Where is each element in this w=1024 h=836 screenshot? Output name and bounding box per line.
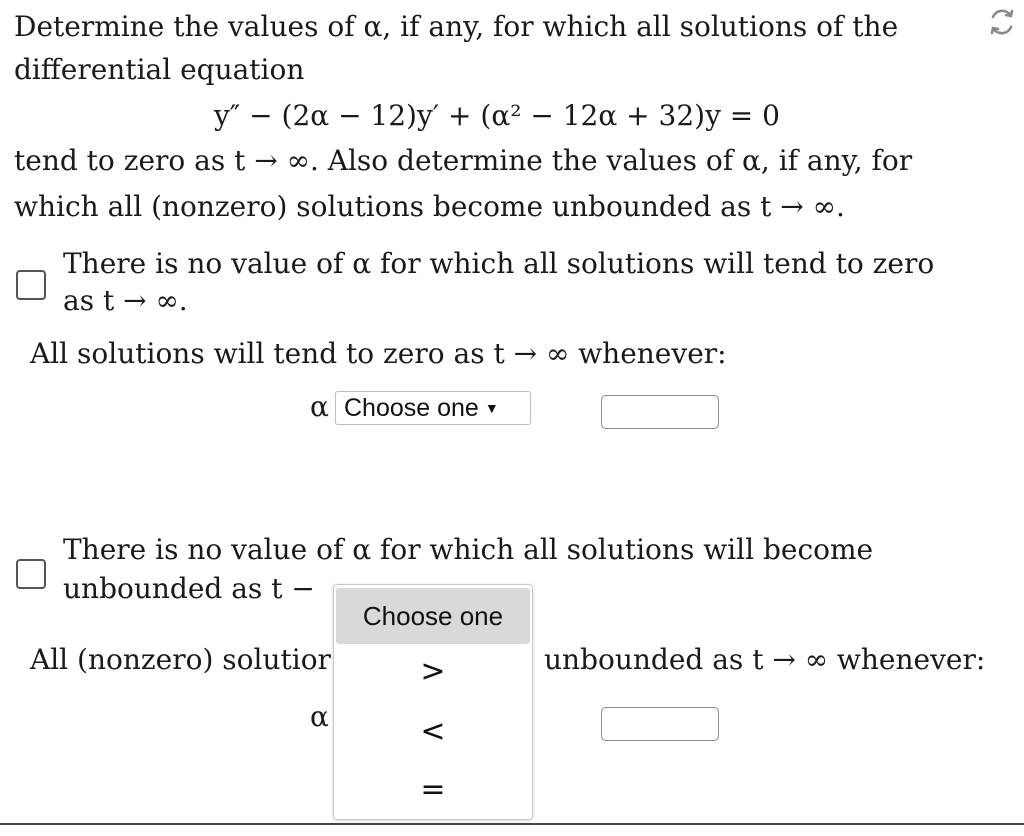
question-line-2: differential equation [14,53,305,86]
part2-checkbox-label-line-2: unbounded as t − [63,572,315,605]
chevron-down-icon: ▼ [484,400,499,416]
part1-comparison-select[interactable] [335,391,531,425]
no-value-unbounded-checkbox[interactable] [16,559,46,589]
part2-alpha-label: α [310,700,329,733]
comparison-dropdown-menu [333,584,533,820]
part1-checkbox-label-line-2: as t → ∞. [63,284,188,317]
refresh-icon[interactable] [986,6,1018,38]
question-line-4: which all (nonzero) solutions become unbounded as t → ∞. [14,190,845,223]
dropdown-option-less-than[interactable]: < [420,714,446,749]
dropdown-option-equals[interactable]: = [420,772,446,807]
question-line-3: tend to zero as t → ∞. Also determine the values of α, if any, for [14,144,913,177]
no-value-tend-zero-checkbox[interactable] [16,270,46,300]
part2-statement-right: unbounded as t → ∞ whenever: [544,643,986,676]
part1-value-input[interactable] [601,395,719,429]
part2-statement-left: All (nonzero) solutior [30,643,331,676]
part1-alpha-label: α [310,390,329,423]
part2-checkbox-label-line-1: There is no value of α for which all solutions will become [63,533,874,566]
part1-select-value: Choose one [344,394,479,422]
part2-value-input[interactable] [601,707,719,741]
dropdown-option-choose-one[interactable]: Choose one [336,588,530,644]
question-line-1: Determine the values of α, if any, for which all solutions of the [14,10,899,43]
bottom-divider [0,823,1024,825]
differential-equation: y″ − (2α − 12)y′ + (α² − 12α + 32)y = 0 [213,99,780,132]
dropdown-option-greater-than[interactable]: > [420,654,446,689]
part1-statement: All solutions will tend to zero as t → ∞ whenever: [30,337,727,370]
part1-checkbox-label-line-1: There is no value of α for which all solutions will tend to zero [63,247,935,280]
